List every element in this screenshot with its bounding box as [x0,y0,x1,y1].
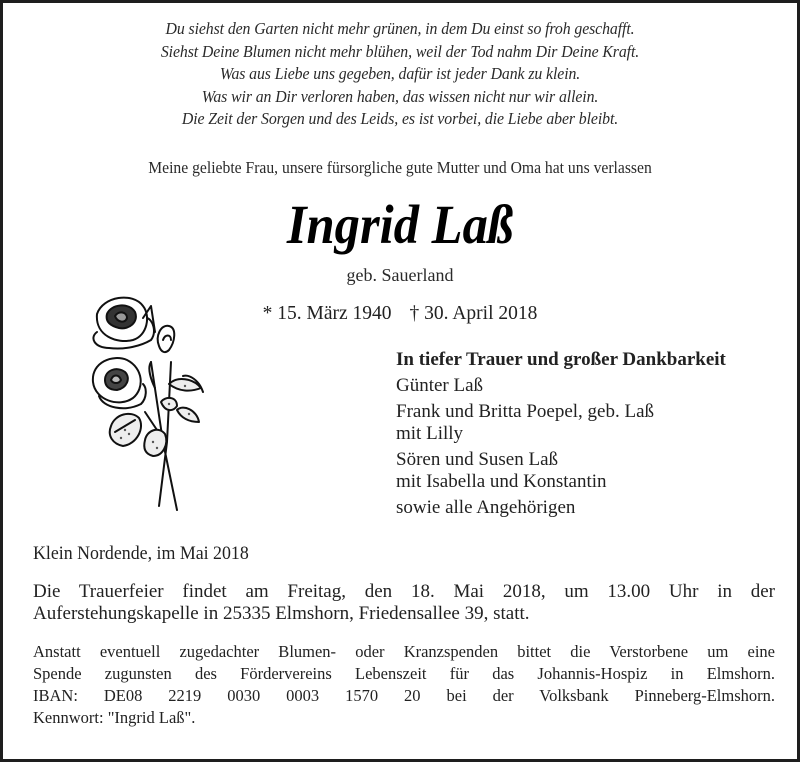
deceased-name: Ingrid Laß [286,194,514,255]
service-line: Auferstehungskapelle in 25335 Elmshorn, Friedensallee 39, statt. [33,603,530,624]
mourners-block [396,349,726,523]
mourners-heading: In tiefer Trauer und großer Dankbarkeit [396,349,726,370]
maiden-name: geb. Sauerland [346,265,454,285]
poem-line: Die Zeit der Sorgen und des Leids, es ist vorbei, die Liebe aber bleibt. [181,109,619,128]
poem-line: Du siehst den Garten nicht mehr grünen, in dem Du einst so froh geschafft. [165,19,635,38]
donation-line: Kennwort: "Ingrid Laß". [33,708,196,727]
funeral-service-info [33,581,775,625]
mourner-group [396,497,726,519]
place-date: Klein Nordende, im Mai 2018 [33,543,249,564]
mourner-line: sowie alle Angehörigen [396,497,576,518]
poem [31,18,769,131]
mourner-line: mit Isabella und Konstantin [396,471,607,492]
poem-line: Siehst Deine Blumen nicht mehr blühen, weil der Tod nahm Dir Deine Kraft. [160,41,640,61]
donation-line: Anstatt eventuell zugedachter Blumen- oder Kranzspenden bittet die Verstorbene um eine [33,642,775,661]
mourner-group [396,401,726,445]
intro-text: Meine geliebte Frau, unsere fürsorgliche gute Mutter und Oma hat uns verlassen [148,158,652,177]
mourner-line: mit Lilly [396,423,464,444]
mourner-line: Günter Laß [396,375,484,396]
mourner-line: Sören und Susen Laß [396,449,559,470]
birth-date: * 15. März 1940 [262,303,392,324]
poem-line: Was aus Liebe uns gegeben, dafür ist jeder Dank zu klein. [219,64,581,83]
donation-line: Spende zugunsten des Fördervereins Lebenszeit für das Johannis-Hospiz in Elmshorn. [33,664,775,683]
death-date: † 30. April 2018 [409,303,538,324]
service-line: Die Trauerfeier findet am Freitag, den 18. Mai 2018, um 13.00 Uhr in der [33,581,775,602]
poem-line: Was wir an Dir verloren haben, das wissen nicht nur wir allein. [201,86,599,106]
mourner-line: Frank und Britta Poepel, geb. Laß [396,401,655,422]
roses-bouquet-icon [85,292,205,516]
donation-info [33,641,775,729]
mourner-group [396,449,726,493]
mourner-group [396,375,726,397]
donation-line: IBAN: DE08 2219 0030 0003 1570 20 bei der Volksbank Pinneberg-Elmshorn. [33,686,775,705]
